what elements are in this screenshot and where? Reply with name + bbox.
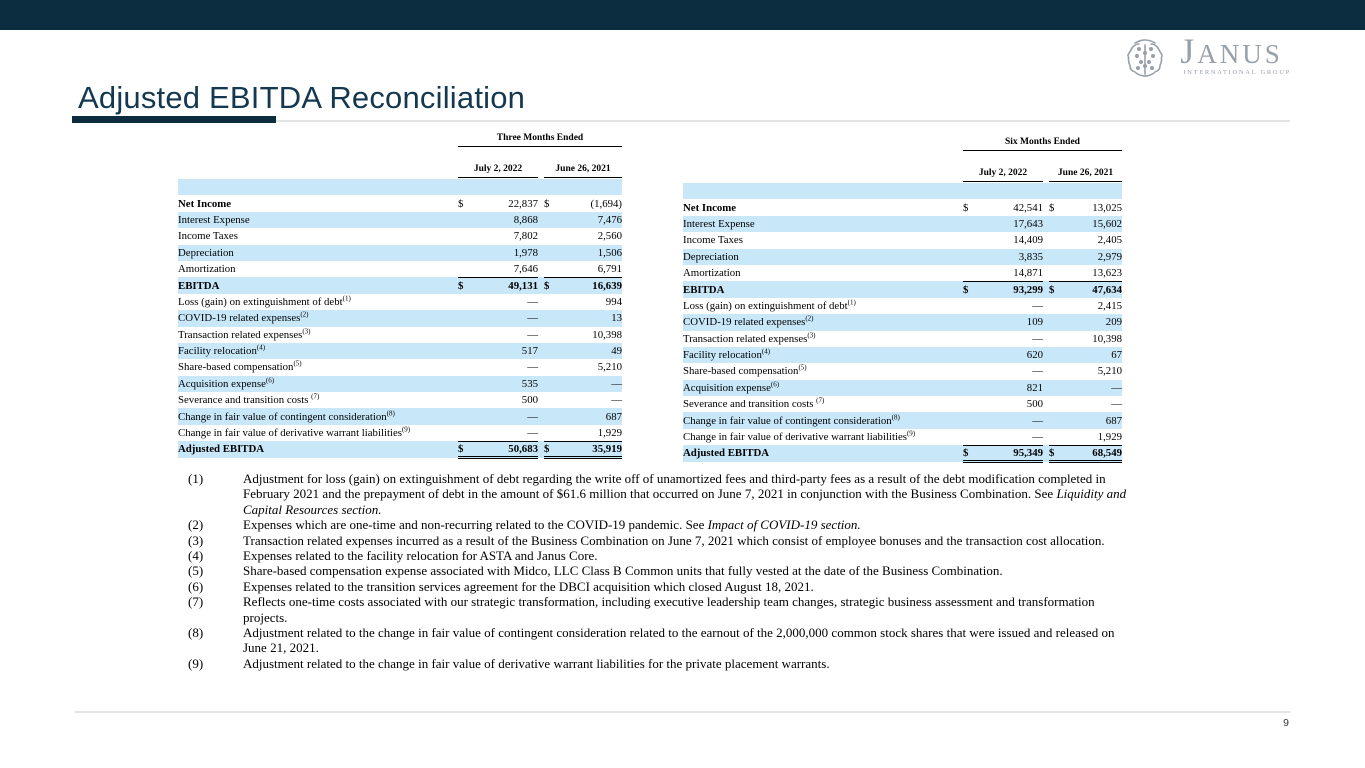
table-row — [178, 392, 622, 408]
page-number: 9 — [1283, 717, 1289, 729]
dollar-sign — [1049, 396, 1063, 412]
row-value: 535 — [521, 377, 538, 390]
dollar-sign — [458, 359, 472, 375]
dollar-sign: $ — [1049, 283, 1055, 296]
row-value: — — [1111, 381, 1122, 394]
dollar-sign — [963, 265, 977, 281]
row-value: — — [527, 295, 538, 308]
row-value: — — [527, 410, 538, 423]
dollar-sign: $ — [963, 445, 977, 461]
row-value: — — [1032, 332, 1043, 345]
row-value: — — [611, 377, 622, 390]
row-value: 1,929 — [1063, 429, 1122, 445]
table-row — [683, 445, 1122, 461]
table-row — [178, 294, 622, 310]
footnote-number: (8) — [188, 625, 204, 641]
table-row — [683, 380, 1122, 396]
row-label: Income Taxes — [683, 234, 743, 247]
row-value: — — [472, 425, 538, 441]
footnote-text: Reflects one-time costs associated with our strategic transformation, including executive leadership team changes, strategic business assessment and transformation projects. — [243, 594, 1095, 625]
page-title: Adjusted EBITDA Reconciliation — [78, 80, 526, 115]
row-value: — — [1111, 398, 1122, 411]
footnote-number: (3) — [188, 532, 204, 548]
dollar-sign — [458, 310, 472, 326]
dollar-sign — [1049, 429, 1063, 445]
row-value: — — [1032, 299, 1043, 312]
row-value: — — [611, 394, 622, 407]
row-value: 14,409 — [1013, 234, 1043, 247]
dollar-sign: $ — [963, 283, 969, 296]
row-value: 13,025 — [1092, 201, 1122, 214]
dollar-sign — [1049, 216, 1063, 232]
dollar-sign — [544, 408, 558, 424]
row-value: 2,415 — [1097, 299, 1122, 312]
row-value: 1,929 — [558, 425, 622, 441]
table-row — [178, 261, 622, 277]
row-value: — — [1032, 414, 1043, 427]
row-label: Change in fair value of derivative warrant liabilities$^{(9)}$ — [683, 429, 916, 444]
footnote-item — [188, 471, 1133, 517]
row-label: EBITDA — [683, 283, 725, 296]
row-label: Adjusted EBITDA — [683, 447, 770, 460]
row-label: Change in fair value of derivative warrant liabilities$^{(9)}$ — [178, 425, 411, 440]
footnote-text: Adjustment related to the change in fair value of contingent consideration related to the earnout of the 2,000,000 common stock shares that were issued and released on June 21, 2021. — [243, 625, 1115, 656]
row-value: — — [527, 361, 538, 374]
dollar-sign — [963, 396, 977, 412]
dollar-sign — [963, 347, 977, 363]
dollar-sign — [1049, 265, 1063, 281]
row-label: Acquisition expense$^{(6)}$ — [178, 376, 275, 390]
spacer-row — [178, 179, 622, 195]
row-label: Income Taxes — [178, 230, 238, 243]
dollar-sign: $ — [544, 197, 550, 210]
row-value: 10,398 — [1092, 332, 1122, 345]
row-label: Interest Expense — [683, 217, 755, 230]
table-row — [178, 310, 622, 326]
dollar-sign — [1049, 331, 1063, 347]
row-value: 994 — [605, 295, 622, 308]
dollar-sign: $ — [544, 441, 558, 457]
table-row — [178, 343, 622, 359]
dollar-sign — [1049, 314, 1063, 330]
row-label: Depreciation — [683, 250, 739, 263]
dollar-sign — [963, 363, 977, 379]
row-label: Interest Expense — [178, 213, 250, 226]
footnote-number: (1) — [188, 471, 204, 486]
title-underline-accent — [72, 116, 276, 123]
dollar-sign: $ — [1049, 445, 1063, 461]
row-label: Transaction related expenses$^{(3)}$ — [683, 331, 816, 345]
row-value: 47,634 — [1092, 283, 1122, 296]
six-months-table — [683, 137, 1122, 463]
dollar-sign — [458, 294, 472, 310]
footnote-item — [188, 625, 1133, 656]
row-value: 8,868 — [513, 213, 538, 226]
table-row — [178, 195, 622, 211]
dollar-sign — [544, 376, 558, 392]
row-value: 93,299 — [1013, 283, 1043, 296]
dollar-sign — [458, 228, 472, 244]
dollar-sign — [458, 245, 472, 261]
dollar-sign — [963, 314, 977, 330]
table-row — [178, 359, 622, 375]
row-label: Transaction related expenses$^{(3)}$ — [178, 327, 311, 341]
dollar-sign — [963, 249, 977, 265]
dollar-sign — [1049, 249, 1063, 265]
dollar-sign — [1049, 363, 1063, 379]
footnote-text: Transaction related expenses incurred as a result of the Business Combination on June 7, 2021 which consist of employee bonuses and the transaction cost allocation. — [243, 532, 1105, 548]
period-header: Six Months Ended — [963, 137, 1122, 151]
row-label: Change in fair value of contingent consideration$^{(8)}$ — [683, 413, 900, 427]
dollar-sign — [1049, 298, 1063, 314]
row-label: Facility relocation$^{(4)}$ — [178, 343, 266, 358]
row-value: 68,549 — [1063, 445, 1122, 461]
dollar-sign — [544, 261, 558, 277]
table-row — [178, 441, 622, 457]
row-value: 500 — [1026, 398, 1043, 411]
table-row — [683, 314, 1122, 330]
table-row — [178, 425, 622, 441]
row-value: 42,541 — [1013, 201, 1043, 214]
top-bar — [0, 0, 1365, 30]
dollar-sign: $ — [1049, 201, 1055, 214]
footnote-item — [188, 517, 1133, 532]
row-label: Adjusted EBITDA — [178, 443, 265, 456]
dollar-sign — [544, 212, 558, 228]
column-header-date-1: July 2, 2022 — [963, 168, 1043, 182]
footnote-text: Expenses related to the facility relocation for ASTA and Janus Core. — [243, 548, 598, 564]
row-value: 10,398 — [592, 328, 622, 341]
column-header-date-2: June 26, 2021 — [544, 164, 622, 178]
row-value: 17,643 — [1013, 217, 1043, 230]
logo-wordmark: JANUS — [1180, 31, 1283, 71]
dollar-sign — [963, 298, 977, 314]
row-value: 821 — [1026, 381, 1043, 394]
row-value: 95,349 — [977, 445, 1043, 461]
table-row — [178, 408, 622, 424]
row-value: 687 — [1105, 414, 1122, 427]
footnote-number: (2) — [188, 517, 204, 533]
table-row — [178, 245, 622, 261]
footnote-text: Adjustment related to the change in fair value of derivative warrant liabilities for the private placement warrants. — [243, 655, 830, 671]
row-label: Facility relocation$^{(4)}$ — [683, 347, 771, 362]
dollar-sign — [544, 425, 558, 441]
footnote-item — [188, 594, 1133, 625]
janus-logo — [1119, 31, 1291, 82]
row-value: 49 — [611, 345, 622, 358]
three-months-table — [178, 133, 622, 459]
row-label: Depreciation — [178, 246, 234, 259]
dollar-sign — [963, 412, 977, 428]
dollar-sign — [963, 429, 977, 445]
table-row — [178, 376, 622, 392]
footnote-number: (5) — [188, 563, 204, 579]
row-value: 5,210 — [1097, 365, 1122, 378]
row-label: Amortization — [683, 267, 741, 280]
row-value: 7,646 — [472, 261, 538, 277]
table-row — [178, 277, 622, 293]
dollar-sign — [458, 212, 472, 228]
table-row — [683, 216, 1122, 232]
row-label: EBITDA — [178, 279, 220, 292]
dollar-sign: $ — [544, 279, 550, 292]
footnotes-list — [188, 471, 1133, 671]
footnote-text: Share-based compensation expense associated with Midco, LLC Class B Common units that fully vested at the date of the Business Combination. — [243, 563, 1003, 579]
dollar-sign — [544, 228, 558, 244]
row-value: 209 — [1105, 316, 1122, 329]
table-row — [683, 199, 1122, 215]
logo-subtitle: INTERNATIONAL GROUP — [1183, 69, 1291, 76]
row-label: Share-based compensation$^{(5)}$ — [683, 363, 807, 378]
dollar-sign — [458, 261, 472, 277]
dollar-sign — [963, 380, 977, 396]
dollar-sign — [1049, 347, 1063, 363]
dollar-sign — [963, 216, 977, 232]
row-label: Amortization — [178, 263, 236, 276]
row-value: 5,210 — [597, 361, 622, 374]
dollar-sign — [1049, 232, 1063, 248]
row-value: 7,476 — [597, 213, 622, 226]
row-value: — — [527, 328, 538, 341]
row-value: 109 — [1026, 316, 1043, 329]
footnote-item — [188, 579, 1133, 594]
row-value: 1,506 — [597, 246, 622, 259]
footnote-item — [188, 533, 1133, 548]
period-header: Three Months Ended — [458, 133, 622, 147]
footnote-item — [188, 656, 1133, 671]
dollar-sign — [544, 327, 558, 343]
dollar-sign — [544, 359, 558, 375]
table-row — [178, 212, 622, 228]
row-label: Share-based compensation$^{(5)}$ — [178, 359, 302, 374]
row-label: Change in fair value of contingent consideration$^{(8)}$ — [178, 409, 395, 423]
row-value: 13 — [611, 312, 622, 325]
row-label: Loss (gain) on extinguishment of debt$^{(1)}$ — [178, 294, 351, 308]
row-value: 620 — [1026, 349, 1043, 362]
dollar-sign — [544, 392, 558, 408]
table-row — [178, 327, 622, 343]
table-row — [683, 363, 1122, 379]
dollar-sign: $ — [458, 441, 472, 457]
row-label: Severance and transition costs $^{(7)}$ — [683, 396, 825, 411]
dollar-sign — [1049, 412, 1063, 428]
footnote-number: (9) — [188, 655, 204, 671]
row-value: 7,802 — [513, 230, 538, 243]
dollar-sign — [544, 245, 558, 261]
footnote-number: (6) — [188, 578, 204, 594]
table-row — [683, 412, 1122, 428]
dollar-sign — [458, 343, 472, 359]
dollar-sign: $ — [963, 201, 969, 214]
table-row — [683, 347, 1122, 363]
footnote-item — [188, 548, 1133, 563]
column-header-date-1: July 2, 2022 — [458, 164, 538, 178]
row-label: Severance and transition costs $^{(7)}$ — [178, 392, 320, 407]
row-value: 1,978 — [513, 246, 538, 259]
footnote-number: (7) — [188, 594, 204, 610]
dollar-sign — [458, 408, 472, 424]
footnote-text: Expenses which are one-time and non-recurring related to the COVID-19 pandemic. See Impact of COVID-19 section. — [243, 517, 861, 533]
row-value: 2,979 — [1097, 250, 1122, 263]
row-value: — — [527, 312, 538, 325]
row-label: Acquisition expense$^{(6)}$ — [683, 380, 780, 394]
row-value: 2,405 — [1097, 234, 1122, 247]
row-value: 22,837 — [508, 197, 538, 210]
footnote-item — [188, 563, 1133, 578]
row-value: — — [977, 429, 1043, 445]
table-row — [683, 298, 1122, 314]
row-label: Loss (gain) on extinguishment of debt$^{(1)}$ — [683, 298, 856, 312]
row-value: 3,835 — [1018, 250, 1043, 263]
table-row — [683, 265, 1122, 281]
row-value: 14,871 — [977, 265, 1043, 281]
row-value: — — [1032, 365, 1043, 378]
row-value: 15,602 — [1092, 217, 1122, 230]
table-row — [683, 396, 1122, 412]
dollar-sign — [963, 331, 977, 347]
row-label: Net Income — [683, 201, 737, 214]
row-value: 49,131 — [508, 279, 538, 292]
dollar-sign — [458, 392, 472, 408]
dollar-sign — [544, 343, 558, 359]
dollar-sign — [1049, 380, 1063, 396]
table-row — [178, 228, 622, 244]
table-row — [683, 249, 1122, 265]
bottom-divider — [75, 711, 1290, 713]
row-value: 16,639 — [592, 279, 622, 292]
dollar-sign: $ — [458, 279, 464, 292]
table-row — [683, 331, 1122, 347]
dollar-sign — [458, 376, 472, 392]
janus-head-icon — [1119, 36, 1171, 82]
row-label: COVID-19 related expenses$^{(2)}$ — [683, 314, 814, 329]
dollar-sign — [458, 327, 472, 343]
table-row — [683, 429, 1122, 445]
row-value: 687 — [605, 410, 622, 423]
dollar-sign — [544, 294, 558, 310]
row-value: 67 — [1111, 349, 1122, 362]
row-value: 500 — [521, 394, 538, 407]
row-value: 517 — [521, 345, 538, 358]
dollar-sign — [963, 232, 977, 248]
footnote-number: (4) — [188, 548, 204, 564]
dollar-sign: $ — [458, 197, 464, 210]
footnote-text: Adjustment for loss (gain) on extinguishment of debt regarding the write off of unamortized fees and third-party fees as a result of the debt modification completed in February 2021 and the prepayment of debt in the amount of $61.6 million that occurred on June 7, 2021 in conjunction with the Business Combination. See Liquidity and Capital Resources section. — [243, 471, 1127, 517]
column-header-date-2: June 26, 2021 — [1049, 168, 1122, 182]
footnote-text: Expenses related to the transition services agreement for the DBCI acquisition which closed August 18, 2021. — [243, 578, 814, 594]
dollar-sign — [544, 310, 558, 326]
row-value: 2,560 — [597, 230, 622, 243]
table-row — [683, 232, 1122, 248]
dollar-sign — [458, 425, 472, 441]
row-value: (1,694) — [590, 197, 622, 210]
row-label: COVID-19 related expenses$^{(2)}$ — [178, 310, 309, 325]
row-label: Net Income — [178, 197, 232, 210]
row-value: 6,791 — [558, 261, 622, 277]
row-value: 13,623 — [1063, 265, 1122, 281]
table-row — [683, 281, 1122, 297]
row-value: 50,683 — [472, 441, 538, 457]
row-value: 35,919 — [558, 441, 622, 457]
spacer-row — [683, 183, 1122, 199]
